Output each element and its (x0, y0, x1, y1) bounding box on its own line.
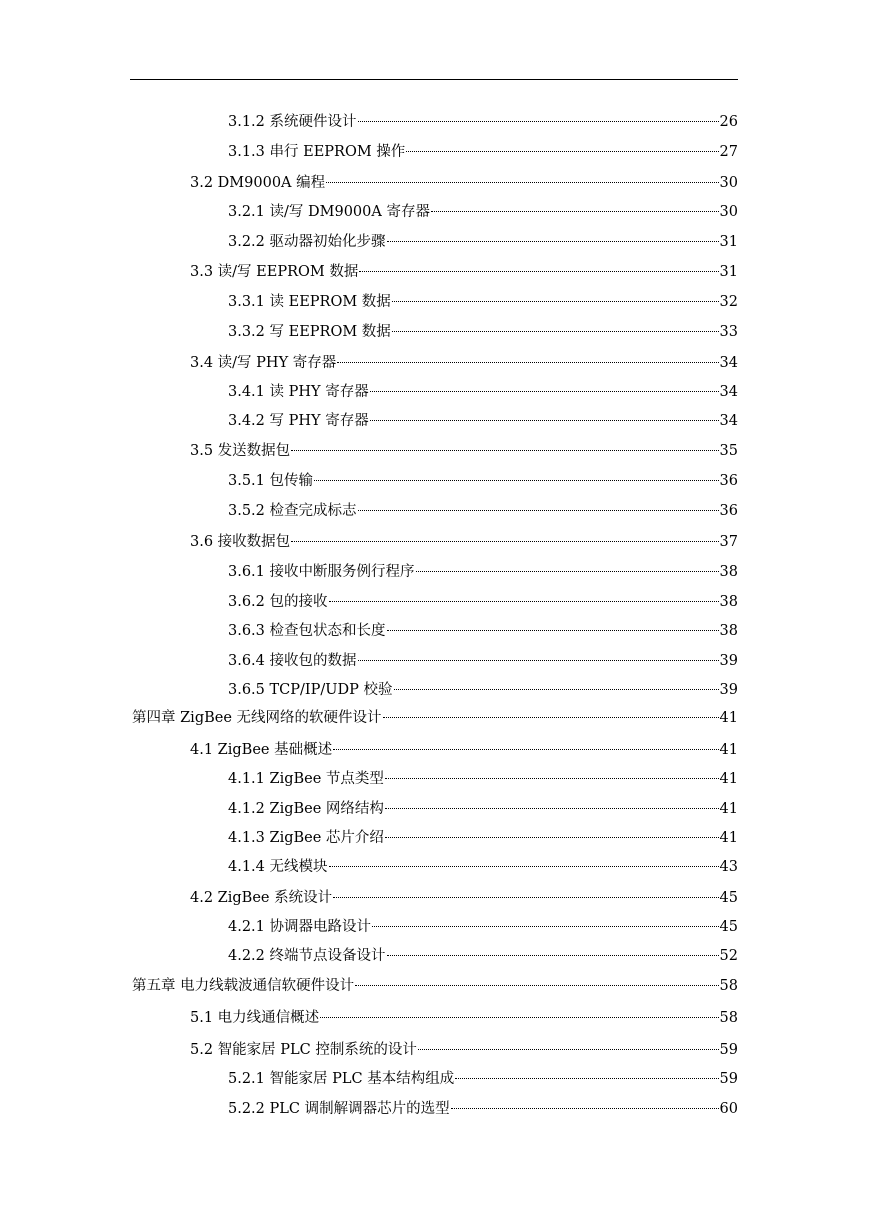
toc-entry-title: 4.1.3 ZigBee 芯片介绍 (228, 830, 384, 846)
toc-entry-title: 4.1.1 ZigBee 节点类型 (228, 771, 384, 787)
toc-entry (190, 353, 738, 373)
toc-entry-page-number: 37 (719, 534, 738, 550)
toc-entry-page-number: 36 (719, 503, 738, 519)
toc-entry (228, 946, 738, 966)
toc-entry-title: 3.3 读/写 EEPROM 数据 (190, 264, 359, 280)
dot-leader (385, 778, 719, 779)
toc-entry (190, 262, 738, 282)
toc-entry-title: 3.6 接收数据包 (190, 534, 291, 550)
toc-entry-title: 5.1 电力线通信概述 (190, 1010, 320, 1026)
toc-entry (228, 799, 738, 819)
dot-leader (451, 1108, 719, 1109)
dot-leader (418, 1049, 719, 1050)
toc-entry-title: 3.4.1 读 PHY 寄存器 (228, 384, 369, 400)
toc-entry-page-number: 34 (719, 413, 738, 429)
toc-entry (190, 441, 738, 461)
toc-entry-title: 3.6.3 检查包状态和长度 (228, 623, 386, 639)
dot-leader (383, 717, 719, 718)
toc-entry-page-number: 41 (719, 771, 738, 787)
toc-entry (228, 142, 738, 162)
toc-entry-page-number: 41 (719, 801, 738, 817)
dot-leader (387, 241, 719, 242)
toc-entry-title: 4.1.2 ZigBee 网络结构 (228, 801, 384, 817)
toc-entry-page-number: 60 (719, 1101, 738, 1117)
toc-entry-page-number: 27 (719, 144, 738, 160)
toc-entry-page-number: 38 (719, 623, 738, 639)
dot-leader (387, 630, 719, 631)
toc-entry (228, 621, 738, 641)
toc-entry-title: 3.3.2 写 EEPROM 数据 (228, 324, 391, 340)
toc-entry-title: 3.6.1 接收中断服务例行程序 (228, 564, 415, 580)
dot-leader (358, 121, 719, 122)
toc-entry-page-number: 45 (719, 890, 738, 906)
toc-entry-title: 3.1.3 串行 EEPROM 操作 (228, 144, 406, 160)
toc-entry-title: 3.5 发送数据包 (190, 443, 291, 459)
toc-entry-title: 5.2.2 PLC 调制解调器芯片的选型 (228, 1101, 450, 1117)
toc-entry (228, 1099, 738, 1119)
toc-entry-page-number: 38 (719, 594, 738, 610)
toc-entry (228, 322, 738, 342)
dot-leader (370, 420, 719, 421)
dot-leader (455, 1078, 718, 1079)
dot-leader (392, 301, 719, 302)
toc-entry-page-number: 32 (719, 294, 738, 310)
toc-entry-page-number: 58 (719, 978, 738, 994)
toc-entry-title: 3.2 DM9000A 编程 (190, 175, 326, 191)
toc-entry (228, 471, 738, 491)
toc-entry (190, 173, 738, 193)
toc-entry-page-number: 39 (719, 682, 738, 698)
toc-entry (228, 232, 738, 252)
toc-entry (228, 501, 738, 521)
toc-entry (228, 292, 738, 312)
dot-leader (291, 450, 718, 451)
toc-entry (228, 1069, 738, 1089)
toc-entry (190, 1040, 738, 1060)
toc-entry (190, 888, 738, 908)
toc-entry (228, 202, 738, 222)
toc-entry-title: 3.4.2 写 PHY 寄存器 (228, 413, 369, 429)
toc-entry-title: 第四章 ZigBee 无线网络的软硬件设计 (132, 710, 382, 726)
dot-leader (359, 271, 718, 272)
dot-leader (329, 601, 719, 602)
dot-leader (387, 955, 719, 956)
toc-entry-title: 4.1 ZigBee 基础概述 (190, 742, 333, 758)
toc-entry-page-number: 30 (719, 175, 738, 191)
toc-entry-title: 3.5.2 检查完成标志 (228, 503, 357, 519)
dot-leader (337, 362, 718, 363)
toc-entry (190, 740, 738, 760)
toc-entry-page-number: 41 (719, 710, 738, 726)
dot-leader (431, 211, 719, 212)
toc-entry-page-number: 34 (719, 355, 738, 371)
dot-leader (333, 749, 718, 750)
toc-entry-page-number: 31 (719, 234, 738, 250)
dot-leader (394, 689, 719, 690)
toc-entry (228, 857, 738, 877)
toc-entry-page-number: 39 (719, 653, 738, 669)
toc-entry-page-number: 38 (719, 564, 738, 580)
toc-entry (228, 411, 738, 431)
toc-entry-title: 4.1.4 无线模块 (228, 859, 328, 875)
dot-leader (355, 985, 718, 986)
toc-entry (190, 1008, 738, 1028)
toc-entry-page-number: 41 (719, 830, 738, 846)
dot-leader (370, 391, 719, 392)
toc-entry (132, 976, 738, 996)
toc-entry (228, 592, 738, 612)
toc-entry-page-number: 30 (719, 204, 738, 220)
toc-entry-page-number: 45 (719, 919, 738, 935)
toc-entry-page-number: 36 (719, 473, 738, 489)
toc-entry (228, 562, 738, 582)
toc-entry (132, 708, 738, 728)
toc-entry-title: 3.3.1 读 EEPROM 数据 (228, 294, 391, 310)
toc-entry-title: 3.4 读/写 PHY 寄存器 (190, 355, 337, 371)
toc-entry-title: 3.5.1 包传输 (228, 473, 314, 489)
dot-leader (385, 837, 719, 838)
toc-entry (190, 532, 738, 552)
toc-entry-title: 3.2.2 驱动器初始化步骤 (228, 234, 386, 250)
toc-entry-title: 4.2.1 协调器电路设计 (228, 919, 372, 935)
toc-entry (228, 828, 738, 848)
toc-entry-page-number: 35 (719, 443, 738, 459)
toc-entry-page-number: 43 (719, 859, 738, 875)
dot-leader (329, 866, 719, 867)
toc-entry (228, 917, 738, 937)
dot-leader (406, 151, 718, 152)
header-rule (130, 79, 738, 80)
toc-entry-page-number: 52 (719, 948, 738, 964)
toc-entry-page-number: 31 (719, 264, 738, 280)
dot-leader (385, 808, 719, 809)
toc-entry-page-number: 26 (719, 114, 738, 130)
toc-entry-title: 3.2.1 读/写 DM9000A 寄存器 (228, 204, 430, 220)
dot-leader (358, 510, 719, 511)
toc-entry-page-number: 59 (719, 1042, 738, 1058)
toc-entry (228, 112, 738, 132)
toc-entry-title: 5.2 智能家居 PLC 控制系统的设计 (190, 1042, 417, 1058)
toc-entry-title: 3.6.5 TCP/IP/UDP 校验 (228, 682, 393, 698)
toc-entry (228, 382, 738, 402)
dot-leader (291, 541, 718, 542)
dot-leader (392, 331, 719, 332)
toc-entry-page-number: 41 (719, 742, 738, 758)
dot-leader (358, 660, 719, 661)
toc-entry-page-number: 33 (719, 324, 738, 340)
toc-entry-title: 第五章 电力线载波通信软硬件设计 (132, 978, 355, 994)
toc-entry-title: 3.6.2 包的接收 (228, 594, 328, 610)
toc-entry (228, 680, 738, 700)
dot-leader (416, 571, 719, 572)
toc-entry-page-number: 34 (719, 384, 738, 400)
dot-leader (320, 1017, 718, 1018)
toc-entry-title: 3.6.4 接收包的数据 (228, 653, 357, 669)
toc-entry (228, 651, 738, 671)
toc-entry-title: 3.1.2 系统硬件设计 (228, 114, 357, 130)
dot-leader (333, 897, 718, 898)
toc-entry-page-number: 58 (719, 1010, 738, 1026)
toc-entry-title: 5.2.1 智能家居 PLC 基本结构组成 (228, 1071, 455, 1087)
toc-entry (228, 769, 738, 789)
dot-leader (326, 182, 718, 183)
toc-entry-page-number: 59 (719, 1071, 738, 1087)
toc-entry-title: 4.2.2 终端节点设备设计 (228, 948, 386, 964)
dot-leader (314, 480, 719, 481)
dot-leader (372, 926, 719, 927)
toc-entry-title: 4.2 ZigBee 系统设计 (190, 890, 333, 906)
